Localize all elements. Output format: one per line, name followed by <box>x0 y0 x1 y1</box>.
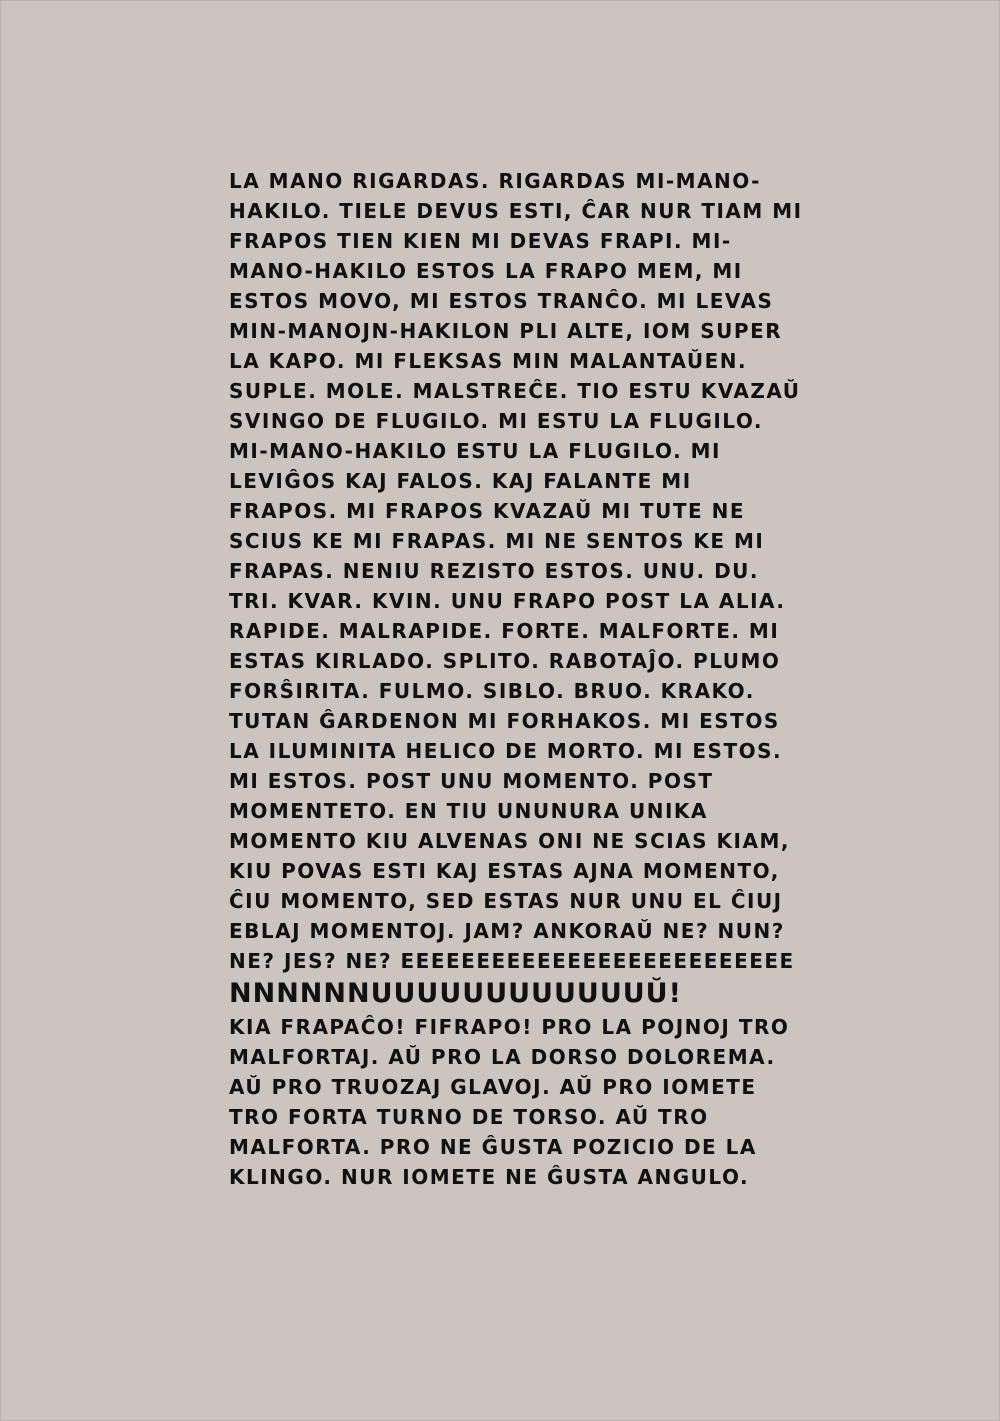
text-line: ĈIU MOMENTO, SED ESTAS NUR UNU EL ĈIUJ <box>229 889 783 913</box>
text-line: MALFORTAJ. AŬ PRO LA DORSO DOLOREMA. <box>229 1045 776 1069</box>
text-line: ESTOS MOVO, MI ESTOS TRANĈO. MI LEVAS <box>229 289 774 313</box>
text-line: TRI. KVAR. KVIN. UNU FRAPO POST LA ALIA. <box>229 589 786 613</box>
text-line: MIN-MANOJN-HAKILON PLI ALTE, IOM SUPER <box>229 319 783 343</box>
text-line: LA MANO RIGARDAS. RIGARDAS MI-MANO- <box>229 169 761 193</box>
text-line: LA KAPO. MI FLEKSAS MIN MALANTAŬEN. <box>229 349 748 373</box>
text-line: FRAPOS TIEN KIEN MI DEVAS FRAPI. MI- <box>229 229 732 253</box>
text-line: KIU POVAS ESTI KAJ ESTAS AJNA MOMENTO, <box>229 859 780 883</box>
text-line: HAKILO. TIELE DEVUS ESTI, ĈAR NUR TIAM MI <box>229 199 803 223</box>
text-line: LEVIĜOS KAJ FALOS. KAJ FALANTE MI <box>229 469 692 493</box>
text-line: TRO FORTA TURNO DE TORSO. AŬ TRO <box>229 1105 709 1129</box>
text-line: ESTAS KIRLADO. SPLITO. RABOTAĴO. PLUMO <box>229 649 781 673</box>
text-line: SUPLE. MOLE. MALSTREĈE. TIO ESTU KVAZAŬ <box>229 379 801 403</box>
text-line: SVINGO DE FLUGILO. MI ESTU LA FLUGILO. <box>229 409 764 433</box>
text-line: RAPIDE. MALRAPIDE. FORTE. MALFORTE. MI <box>229 619 780 643</box>
text-line: FRAPAS. NENIU REZISTO ESTOS. UNU. DU. <box>229 559 760 583</box>
text-line: MI ESTOS. POST UNU MOMENTO. POST <box>229 769 714 793</box>
text-line: SCIUS KE MI FRAPAS. MI NE SENTOS KE MI <box>229 529 765 553</box>
text-line: MOMENTETO. EN TIU UNUNURA UNIKA <box>229 799 708 823</box>
text-line: KLINGO. NUR IOMETE NE ĜUSTA ANGULO. <box>229 1165 750 1189</box>
text-line: FRAPOS. MI FRAPOS KVAZAŬ MI TUTE NE <box>229 499 746 523</box>
text-line: MOMENTO KIU ALVENAS ONI NE SCIAS KIAM, <box>229 829 790 853</box>
text-line: MALFORTA. PRO NE ĜUSTA POZICIO DE LA <box>229 1135 757 1159</box>
text-line: MI-MANO-HAKILO ESTU LA FLUGILO. MI <box>229 439 721 463</box>
text-line: EBLAJ MOMENTOJ. JAM? ANKORAŬ NE? NUN? <box>229 919 785 943</box>
text-line: MANO-HAKILO ESTOS LA FRAPO MEM, MI <box>229 259 743 283</box>
text-line: LA ILUMINITA HELICO DE MORTO. MI ESTOS. <box>229 739 783 763</box>
text-line: NE? JES? NE? EEEEEEEEEEEEEEEEEEEEEEEEEE <box>229 949 795 973</box>
text-line: TUTAN ĜARDENON MI FORHAKOS. MI ESTOS <box>229 709 780 733</box>
text-line: AŬ PRO TRUOZAJ GLAVOJ. AŬ PRO IOMETE <box>229 1075 757 1099</box>
text-line: FORŜIRITA. FULMO. SIBLO. BRUO. KRAKO. <box>229 679 755 703</box>
shout-line: NNNNNNUUUUUUUUUUUUŬ! <box>229 978 682 1009</box>
prose-text <box>229 166 839 1192</box>
text-line: KIA FRAPAĈO! FIFRAPO! PRO LA POJNOJ TRO <box>229 1015 790 1039</box>
